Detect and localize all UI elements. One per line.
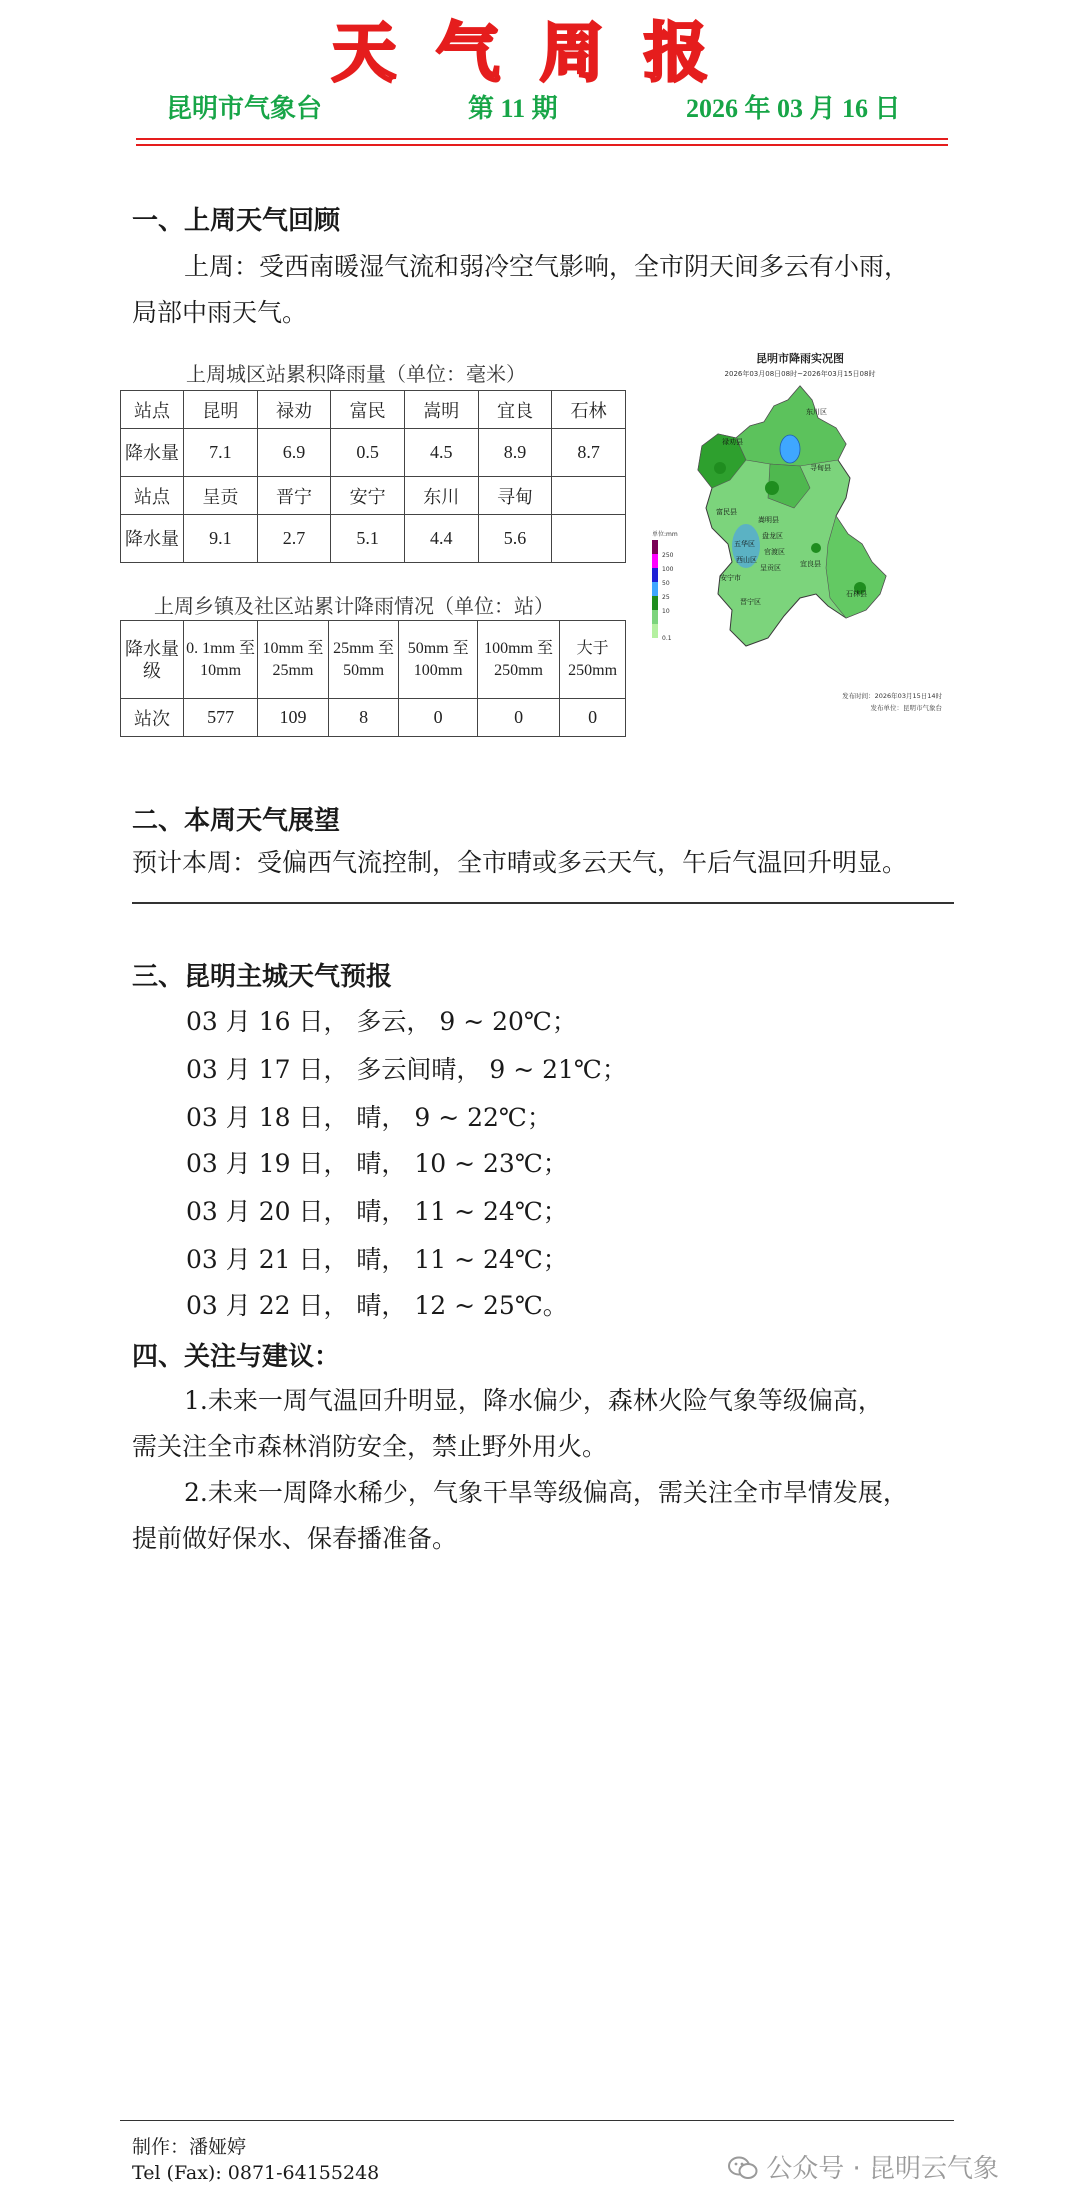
table-cell: 安宁: [331, 477, 405, 515]
table-cell: 降水量: [121, 429, 184, 477]
table-cell: 昆明: [184, 391, 258, 429]
table-cell: 呈贡: [184, 477, 258, 515]
forecast-day: 03 月 19 日， 晴， 10 ~ 23℃；: [186, 1149, 568, 1178]
table-cell: 8: [328, 699, 399, 737]
legend-value: 25: [662, 594, 670, 601]
table-cell: 25mm 至 50mm: [328, 621, 399, 699]
table1-caption: 上周城区站累积降雨量（单位：毫米）: [186, 362, 526, 386]
section1-text-line2: 局部中雨天气。: [132, 298, 308, 327]
bulletin-title: 天气周报: [332, 17, 748, 91]
table-cell: 6.9: [257, 429, 331, 477]
legend-unit: 单位:mm: [652, 531, 678, 538]
wechat-watermark: [728, 2148, 999, 2185]
table-cell: 2.7: [257, 515, 331, 563]
legend-value: 100: [662, 566, 674, 573]
table-cell: 嵩明: [404, 391, 478, 429]
advice-2-line1: 2.未来一周降水稀少，气象干旱等级偏高，需关注全市旱情发展，: [184, 1478, 908, 1507]
map-label: 嵩明县: [758, 516, 779, 524]
map-rain-spot: [714, 462, 726, 474]
legend-swatch: [652, 610, 658, 624]
advice-item-2: [132, 1470, 954, 1562]
header-rule-top: [136, 138, 948, 140]
table-cell: 50mm 至 100mm: [399, 621, 478, 699]
map-release-unit: 发布单位：昆明市气象台: [870, 704, 942, 712]
table-cell: 0. 1mm 至 10mm: [184, 621, 258, 699]
table-cell: 100mm 至 250mm: [477, 621, 559, 699]
map-release-time: 发布时间：2026年03月15日14时: [842, 692, 942, 700]
legend-swatch: [652, 554, 658, 568]
table-cell: 东川: [404, 477, 478, 515]
map-label: 禄劝县: [722, 438, 743, 446]
table2-caption: 上周乡镇及社区站累计降雨情况（单位：站）: [154, 594, 554, 618]
table-cell: 10mm 至 25mm: [258, 621, 329, 699]
table-cell: 0.5: [331, 429, 405, 477]
table-row: [121, 429, 626, 477]
section4-heading: 四、关注与建议：: [132, 1342, 341, 1372]
table-cell: 禄劝: [257, 391, 331, 429]
map-label: 安宁市: [720, 574, 741, 582]
advice-1-line1: 1.未来一周气温回升明显，降水偏少，森林火险气象等级偏高，: [184, 1386, 883, 1415]
map-rain-spot: [765, 481, 779, 495]
section1-heading: 一、上周天气回顾: [132, 206, 341, 236]
footer-tel: Tel (Fax): 0871-64155248: [132, 2162, 380, 2184]
section1-text-line1: 上周：受西南暖湿气流和弱冷空气影响，全市阴天间多云有小雨，: [184, 252, 910, 281]
legend-value: 250: [662, 552, 674, 559]
legend-value: 50: [662, 580, 670, 587]
advice-2-line2: 提前做好保水、保春播准备。: [132, 1524, 458, 1553]
rainfall-map: [650, 348, 950, 720]
map-label: 寻甸县: [810, 464, 831, 472]
forecast-day: 03 月 22 日， 晴， 12 ~ 25℃。: [186, 1291, 568, 1320]
footer-author: 制作：潘娅婷: [132, 2136, 247, 2158]
forecast-day: 03 月 16 日， 多云， 9 ~ 20℃；: [186, 1007, 577, 1036]
map-region-southeast: [826, 516, 886, 618]
table-cell: 宜良: [478, 391, 552, 429]
table-row: [121, 621, 626, 699]
table-cell: 0: [477, 699, 559, 737]
issuing-office: 昆明市气象台: [166, 94, 323, 123]
table-cell: 5.6: [478, 515, 552, 563]
table-cell: 站点: [121, 391, 184, 429]
forecast-day: 03 月 17 日， 多云间晴， 9 ~ 21℃；: [186, 1055, 627, 1084]
map-label: 盘龙区: [762, 532, 783, 540]
wechat-icon: [728, 2155, 758, 2181]
table-row: [121, 391, 626, 429]
footer-rule: [120, 2120, 954, 2121]
table-cell: [552, 477, 626, 515]
map-label: 石林县: [846, 590, 867, 598]
legend-swatch: [652, 582, 658, 596]
table-row: [121, 699, 626, 737]
map-label: 宜良县: [800, 560, 821, 568]
map-title: 昆明市降雨实况图: [756, 352, 844, 365]
table-cell: 0: [399, 699, 478, 737]
map-rain-spot: [811, 543, 821, 553]
map-label: 五华区: [734, 540, 755, 548]
table-row: [121, 477, 626, 515]
forecast-day: 03 月 20 日， 晴， 11 ~ 24℃；: [186, 1197, 568, 1226]
map-label: 富民县: [716, 508, 737, 516]
advice-1-line2: 需关注全市森林消防安全，禁止野外用火。: [132, 1432, 608, 1461]
map-heavy-rain-area: [780, 435, 800, 463]
table-cell: 8.9: [478, 429, 552, 477]
table-cell: 0: [560, 699, 626, 737]
table-cell: 9.1: [184, 515, 258, 563]
legend-swatch: [652, 624, 658, 638]
table-cell: 石林: [552, 391, 626, 429]
table-cell: 109: [258, 699, 329, 737]
header-rule-bottom: [136, 144, 948, 146]
table-row: [121, 515, 626, 563]
map-label: 官渡区: [764, 548, 785, 556]
map-period: 2026年03月08日08时~2026年03月15日08时: [724, 370, 876, 378]
section1-text: [132, 244, 954, 336]
table-cell: 大于 250mm: [560, 621, 626, 699]
table-cell: 7.1: [184, 429, 258, 477]
table-cell: 寻甸: [478, 477, 552, 515]
watermark-text: 公众号 · 昆明云气象: [766, 2154, 1000, 2184]
table-cell: [552, 515, 626, 563]
section3-heading: 三、昆明主城天气预报: [132, 962, 393, 992]
table-cell: 4.4: [404, 515, 478, 563]
table-cell: 降水量: [121, 515, 184, 563]
legend-swatch: [652, 596, 658, 610]
legend-value: 10: [662, 608, 670, 615]
map-label: 西山区: [736, 556, 757, 564]
city-rainfall-table: [120, 390, 626, 563]
legend-swatch: [652, 540, 658, 554]
section2-text: 预计本周：受偏西气流控制，全市晴或多云天气，午后气温回升明显。: [132, 848, 908, 877]
legend-value: 0.1: [662, 635, 672, 642]
table-cell: 4.5: [404, 429, 478, 477]
table-cell: 5.1: [331, 515, 405, 563]
map-label: 呈贡区: [760, 564, 781, 572]
forecast-day: 03 月 21 日， 晴， 11 ~ 24℃；: [186, 1245, 568, 1274]
table-cell: 577: [184, 699, 258, 737]
table-cell: 站点: [121, 477, 184, 515]
issue-number: 第 11 期: [468, 94, 558, 123]
issue-date: 2026 年 03 月 16 日: [686, 94, 901, 123]
map-label: 晋宁区: [740, 598, 761, 606]
township-rainfall-table: [120, 620, 626, 737]
advice-item-1: [132, 1378, 954, 1470]
table-cell: 晋宁: [257, 477, 331, 515]
section2-heading: 二、本周天气展望: [132, 806, 341, 836]
table-cell: 站次: [121, 699, 184, 737]
section2-rule: [132, 902, 954, 904]
legend-swatch: [652, 568, 658, 582]
table-cell: 降水量级: [121, 621, 184, 699]
table-cell: 富民: [331, 391, 405, 429]
map-label: 东川区: [806, 408, 827, 416]
forecast-day: 03 月 18 日， 晴， 9 ~ 22℃；: [186, 1103, 552, 1132]
table-cell: 8.7: [552, 429, 626, 477]
